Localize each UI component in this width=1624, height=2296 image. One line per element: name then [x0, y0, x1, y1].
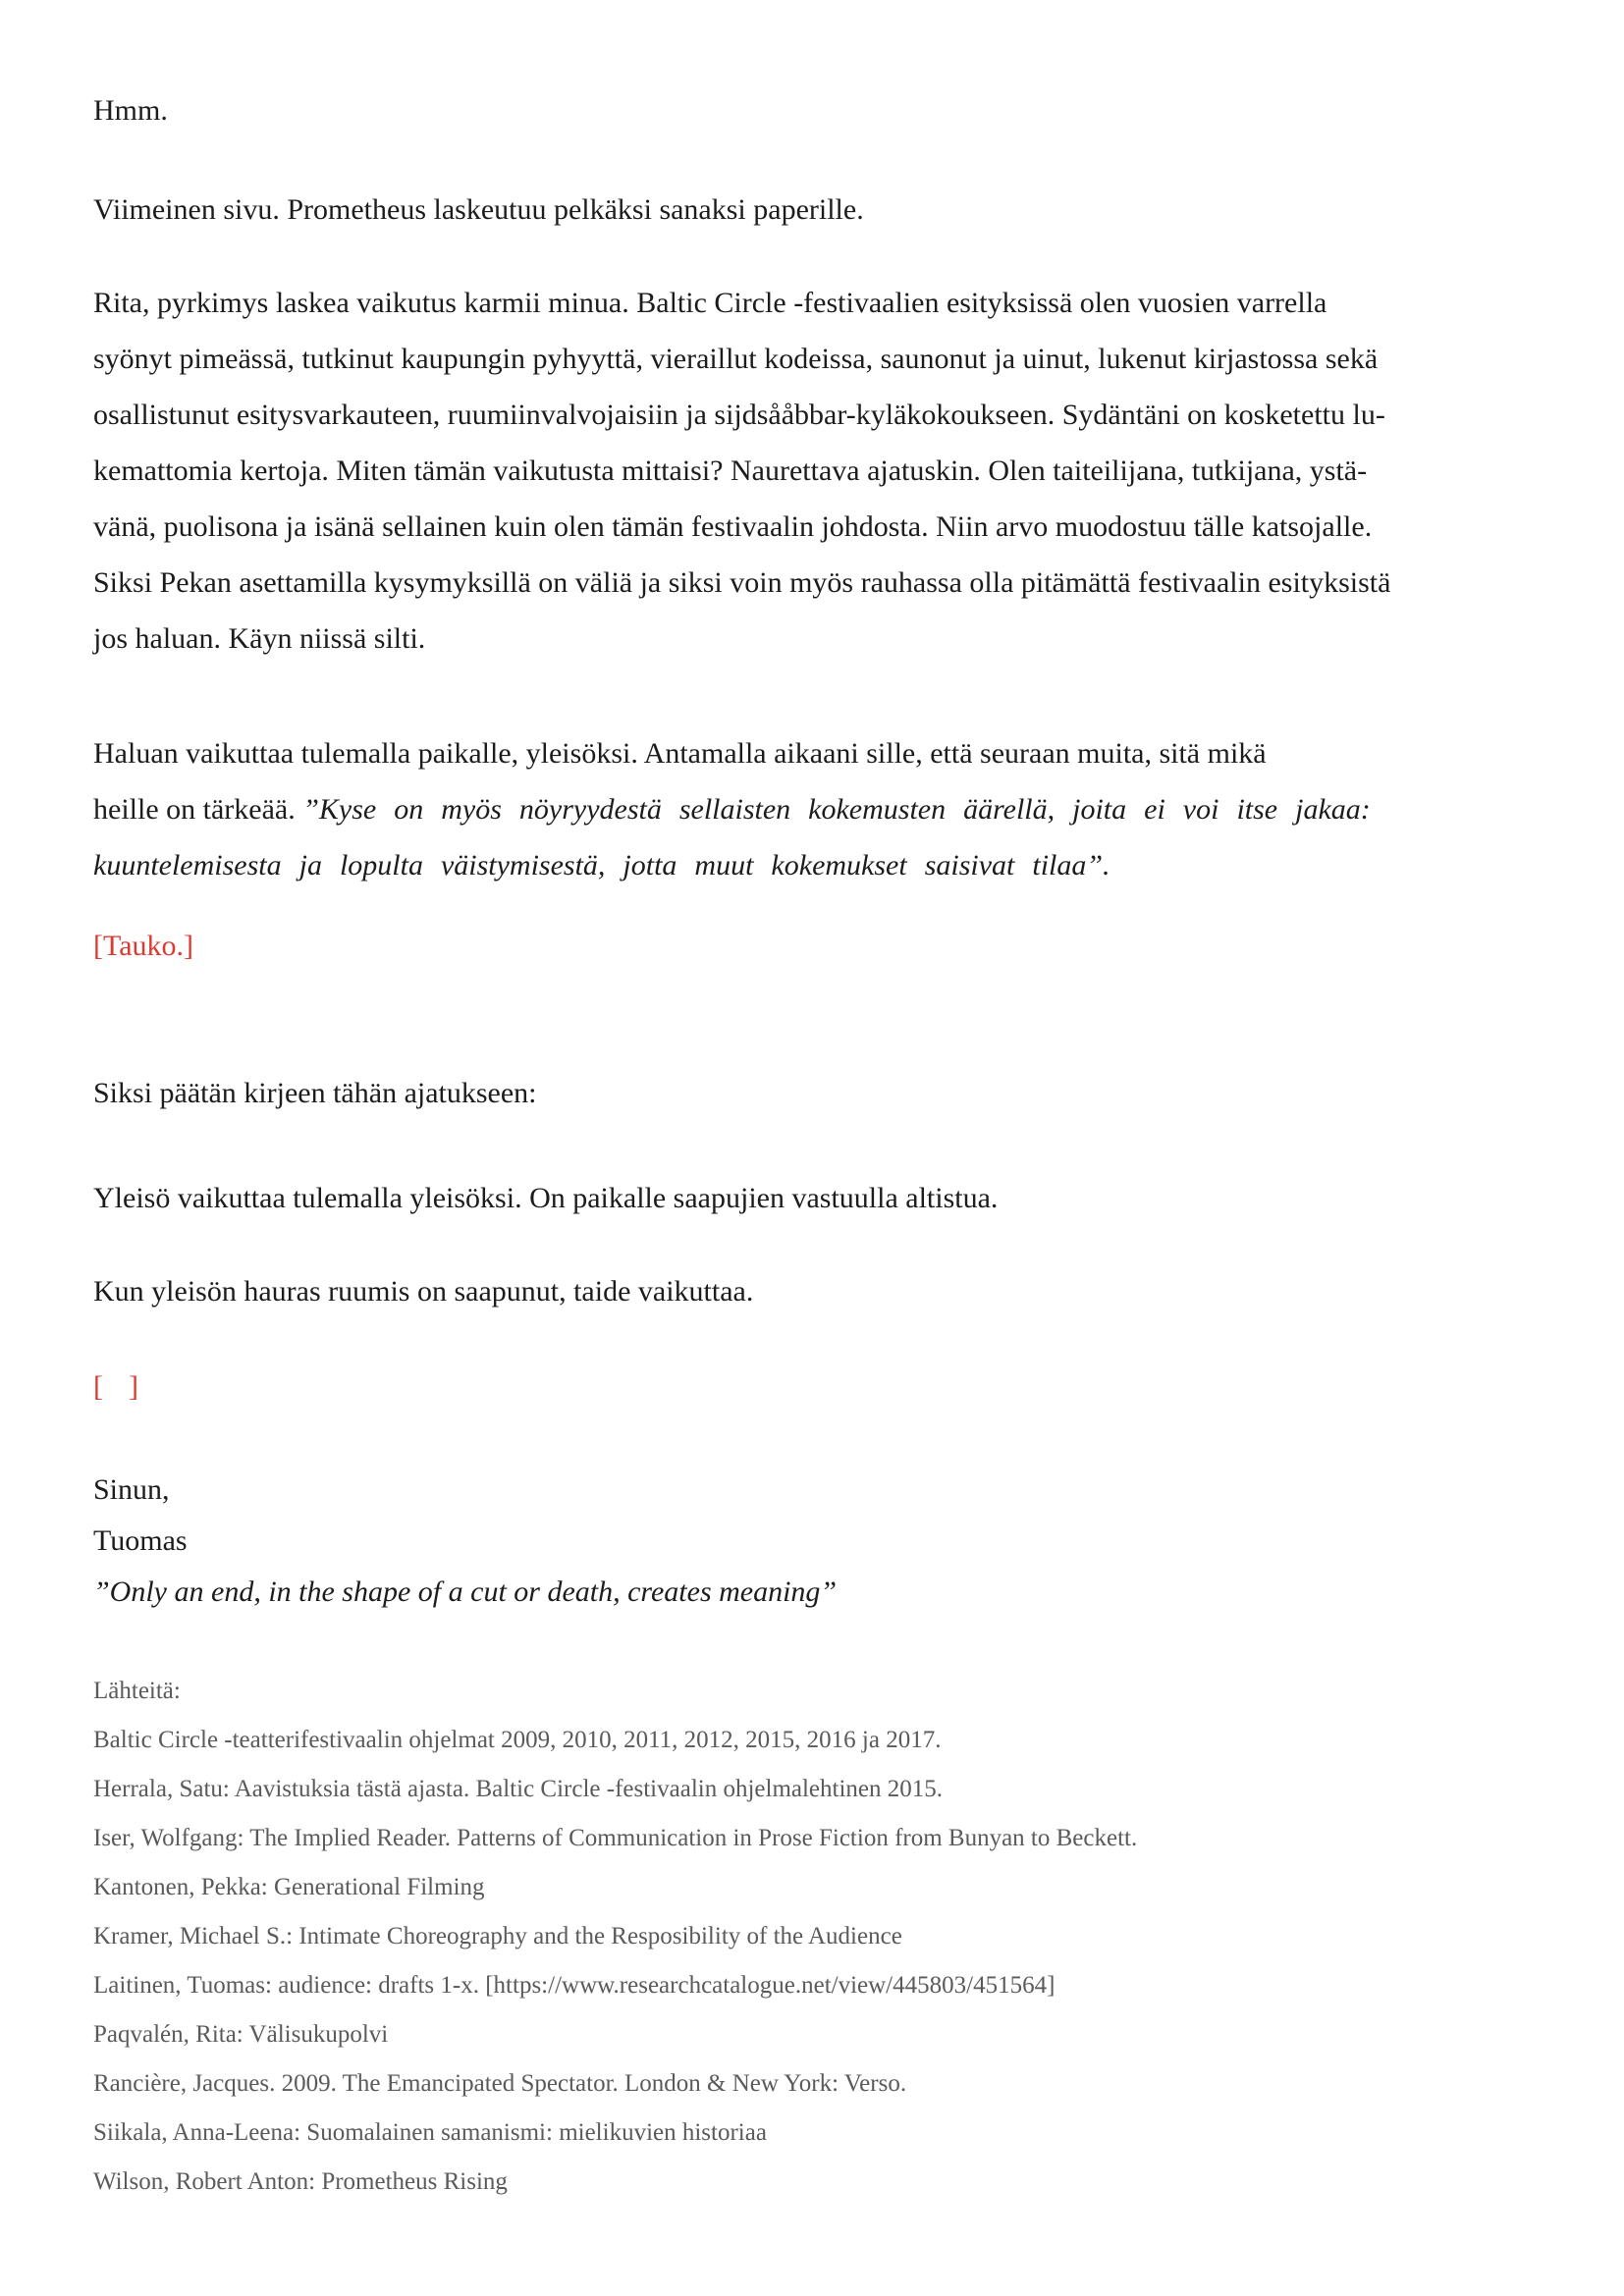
quote-fragment: kuuntelemisesta ja lopulta väistymisestä, jotta muut kokemukset saisivat tilaa”. — [93, 849, 1110, 881]
letter-opening: Hmm. — [93, 94, 168, 127]
signoff: Sinun, — [93, 1473, 170, 1506]
paragraph-line: Haluan vaikuttaa tulemalla paikalle, yleisöksi. Antamalla aikaani sille, että seuraan muita, sitä mikä — [93, 737, 1267, 770]
quote-fragment: ”Kyse on myös nöyryydestä sellaisten kokemusten äärellä, joita ei voi itse jakaa: — [302, 793, 1371, 826]
reference-item: Rancière, Jacques. 2009. The Emancipated Spectator. London & New York: Verso. — [93, 2070, 907, 2097]
paragraph-haluan-vaikuttaa — [93, 725, 1531, 893]
signature-block — [93, 1465, 1531, 1618]
paragraph-line: vänä, puolisona ja isänä sellainen kuin olen tämän festivaalin johdosta. Niin arvo muodostuu tälle katsojalle. — [93, 510, 1373, 543]
paragraph-line: Rita, pyrkimys laskea vaikutus karmii minua. Baltic Circle -festivaalien esityksissä olen vuosien varrella — [93, 287, 1327, 319]
reference-item: Kantonen, Pekka: Generational Filming — [93, 1874, 485, 1900]
paragraph-baltic-circle — [93, 275, 1531, 667]
paragraph-line: kemattomia kertoja. Miten tämän vaikutusta mittaisi? Naurettava ajatuskin. Olen taiteilijana, tutkijana, ystä- — [93, 454, 1368, 487]
reference-item: Laitinen, Tuomas: audience: drafts 1-x. [https://www.researchcatalogue.net/view/445803/451564] — [93, 1972, 1056, 1999]
reference-item: Paqvalén, Rita: Välisukupolvi — [93, 2021, 389, 2048]
open-bracket: [ — [93, 1370, 103, 1403]
references-heading: Lähteitä: — [93, 1678, 181, 1704]
statement-yleiso: Yleisö vaikuttaa tulemalla yleisöksi. On paikalle saapujien vastuulla altistua. — [93, 1182, 999, 1214]
paragraph-line: jos haluan. Käyn niissä silti. — [93, 622, 426, 655]
reference-item: Herrala, Satu: Aavistuksia tästä ajasta. Baltic Circle -festivaalin ohjelmalehtinen 2015. — [93, 1776, 944, 1802]
empty-brackets — [93, 1359, 1531, 1415]
reference-item: Iser, Wolfgang: The Implied Reader. Patterns of Communication in Prose Fiction from Bunyan to Beckett. — [93, 1825, 1138, 1851]
paragraph-line — [93, 781, 1531, 837]
references-section — [93, 1667, 1531, 2207]
closing-intro: Siksi päätän kirjeen tähän ajatukseen: — [93, 1077, 537, 1109]
reference-item: Baltic Circle -teatterifestivaalin ohjelmat 2009, 2010, 2011, 2012, 2015, 2016 ja 2017. — [93, 1727, 942, 1753]
pause-marker: [Tauko.] — [93, 930, 194, 962]
paragraph-line: syönyt pimeässä, tutkinut kaupungin pyhyyttä, vieraillut kodeissa, saunonut ja uinut, lukenut kirjastossa sekä — [93, 343, 1379, 375]
signature: Tuomas — [93, 1524, 188, 1557]
reference-item: Siikala, Anna-Leena: Suomalainen samanismi: mielikuvien historiaa — [93, 2119, 767, 2146]
close-bracket: ] — [129, 1370, 138, 1403]
last-page-line: Viimeinen sivu. Prometheus laskeutuu pelkäksi sanaksi paperille. — [93, 193, 864, 226]
paragraph-line: osallistunut esitysvarkauteen, ruumiinvalvojaisiin ja sijdsååbbar-kyläkokoukseen. Sydäntäni on kosketettu lu- — [93, 399, 1385, 431]
reference-item: Wilson, Robert Anton: Prometheus Rising — [93, 2168, 508, 2195]
statement-kun: Kun yleisön hauras ruumis on saapunut, taide vaikuttaa. — [93, 1275, 754, 1308]
reference-item: Kramer, Michael S.: Intimate Choreography and the Resposibility of the Audience — [93, 1923, 902, 1949]
paragraph-line: Siksi Pekan asettamilla kysymyksillä on väliä ja siksi voin myös rauhassa olla pitämättä festivaalin esityksistä — [93, 566, 1391, 599]
paragraph-line-regular: heille on tärkeää. — [93, 793, 303, 826]
english-quote: ”Only an end, in the shape of a cut or death, creates meaning” — [93, 1575, 838, 1608]
